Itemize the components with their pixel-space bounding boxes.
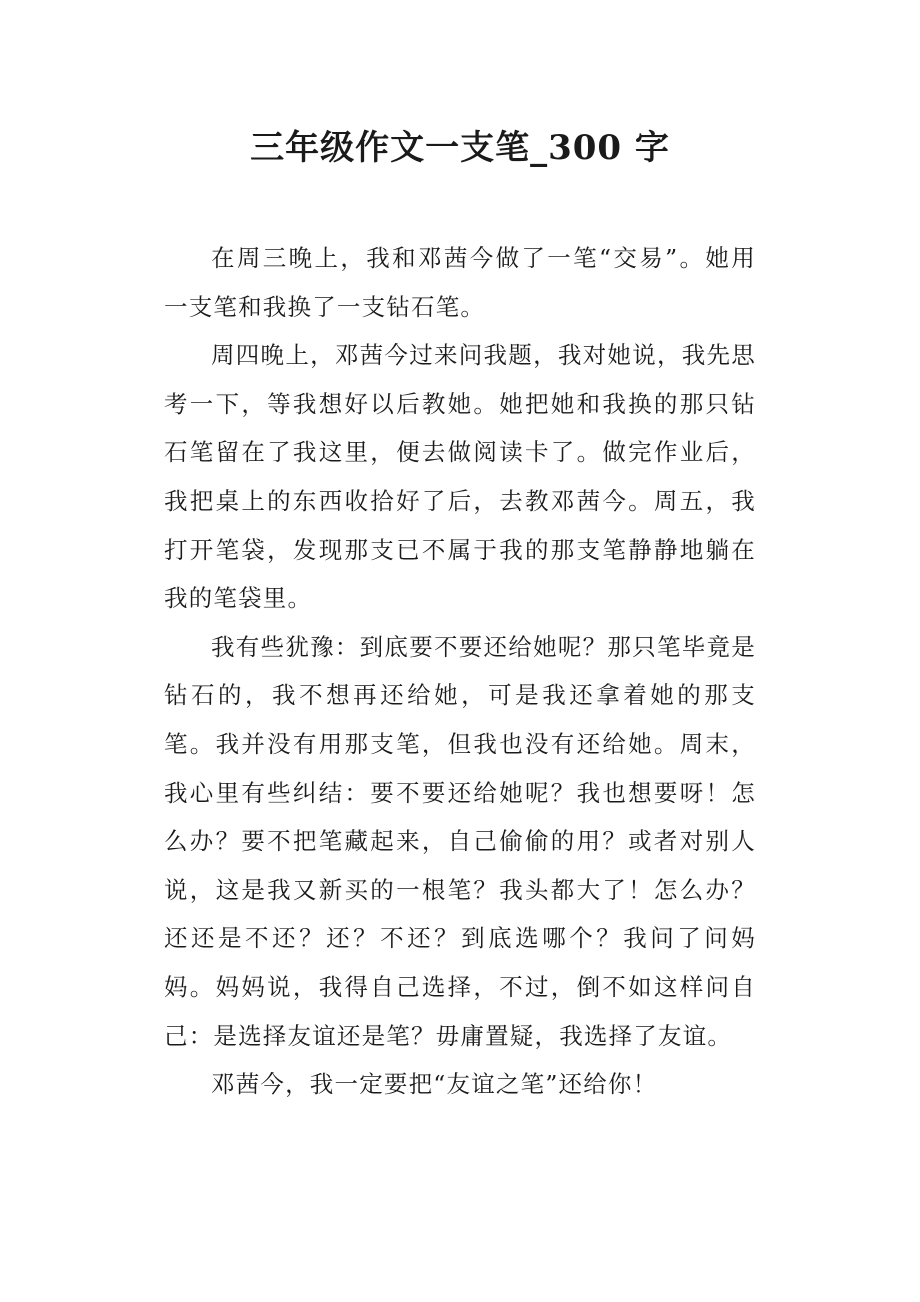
paragraph-2: 周四晚上，邓茜今过来问我题，我对她说，我先思考一下，等我想好以后教她。她把她和我换的那只钻石笔留在了我这里，便去做阅读卡了。做完作业后，我把桌上的东西收拾好了后，去教邓茜今。周五，我打开笔袋，发现那支已不属于我的那支笔静静地躺在我的笔袋里。 xyxy=(164,341,756,613)
paragraph-1: 在周三晚上，我和邓茜今做了一笔“交易”。她用一支笔和我换了一支钻石笔。 xyxy=(164,244,756,321)
paragraph-3: 我有些犹豫：到底要不要还给她呢？那只笔毕竟是钻石的，我不想再还给她，可是我还拿着她的那支笔。我并没有用那支笔，但我也没有还给她。周末，我心里有些纠结：要不要还给她呢？我也想要呀！怎么办？要不把笔藏起来，自己偷偷的用？或者对别人说，这是我又新买的一根笔？我头都大了！怎么办？还还是不还？还？不还？到底选哪个？我问了问妈妈。妈妈说，我得自己选择，不过，倒不如这样问自己：是选择友谊还是笔？毋庸置疑，我选择了友谊。 xyxy=(164,632,756,1050)
document-body xyxy=(164,234,756,1109)
paragraph-4: 邓茜今，我一定要把“友谊之笔”还给你！ xyxy=(211,1070,658,1099)
document-title: 三年级作文一支笔_300 字 xyxy=(250,128,670,168)
